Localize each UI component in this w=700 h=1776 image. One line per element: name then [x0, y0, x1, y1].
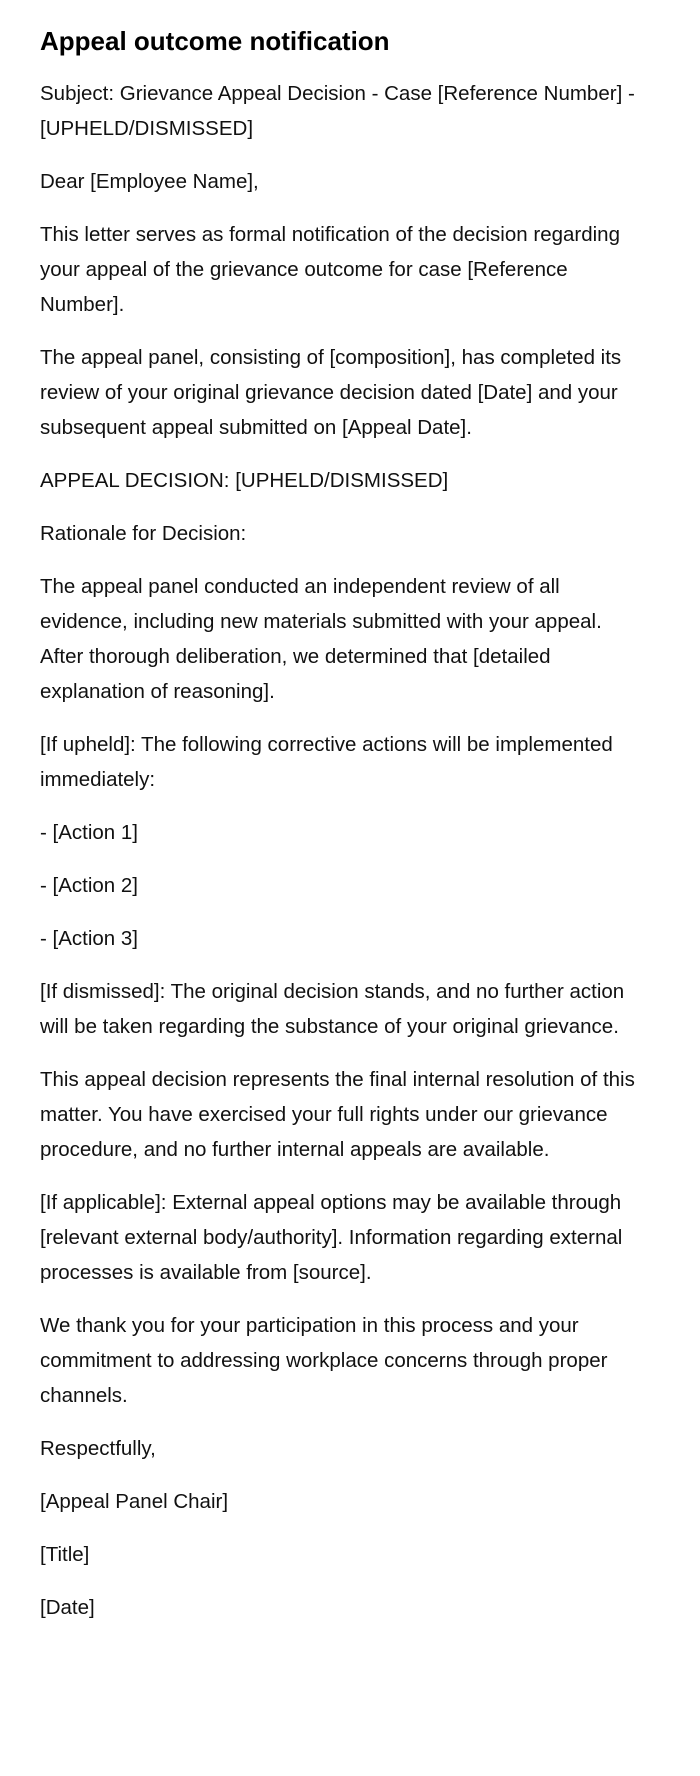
- appeal-decision-line: APPEAL DECISION: [UPHELD/DISMISSED]: [40, 469, 449, 492]
- signatory-title: [Title]: [40, 1543, 90, 1566]
- intro-paragraph: This letter serves as formal notification of the decision regarding your appeal of the grievance outcome for case [Reference Number].: [40, 223, 626, 316]
- thanks-paragraph: We thank you for your participation in this process and your commitment to addressing workplace concerns through proper channels.: [40, 1314, 614, 1407]
- signatory-name: [Appeal Panel Chair]: [40, 1490, 229, 1513]
- action-item: - [Action 2]: [40, 874, 138, 897]
- salutation: Dear [Employee Name],: [40, 170, 259, 193]
- rationale-paragraph: The appeal panel conducted an independent review of all evidence, including new materials submitted with your appeal. After thorough deliberation, we determined that [detailed explanation of reasoning].: [40, 575, 607, 703]
- rationale-heading: Rationale for Decision:: [40, 522, 247, 545]
- document-title: Appeal outcome notification: [40, 26, 390, 56]
- subject-line: Subject: Grievance Appeal Decision - Case [Reference Number] - [UPHELD/DISMISSED]: [40, 82, 641, 140]
- action-item: - [Action 3]: [40, 927, 138, 950]
- panel-review-paragraph: The appeal panel, consisting of [composition], has completed its review of your original grievance decision dated [Date] and your subsequent appeal submitted on [Appeal Date].: [40, 346, 627, 439]
- closing: Respectfully,: [40, 1437, 156, 1460]
- dismissed-paragraph: [If dismissed]: The original decision stands, and no further action will be taken regarding the substance of your original grievance.: [40, 980, 630, 1038]
- upheld-paragraph: [If upheld]: The following corrective actions will be implemented immediately:: [40, 733, 619, 791]
- final-resolution-paragraph: This appeal decision represents the final internal resolution of this matter. You have exercised your full rights under our grievance procedure, and no further internal appeals are available.: [40, 1068, 641, 1161]
- action-item: - [Action 1]: [40, 821, 138, 844]
- signature-date: [Date]: [40, 1596, 95, 1619]
- external-appeal-paragraph: [If applicable]: External appeal options may be available through [relevant external body/authority]. Information regarding external processes is available from [source].: [40, 1191, 629, 1284]
